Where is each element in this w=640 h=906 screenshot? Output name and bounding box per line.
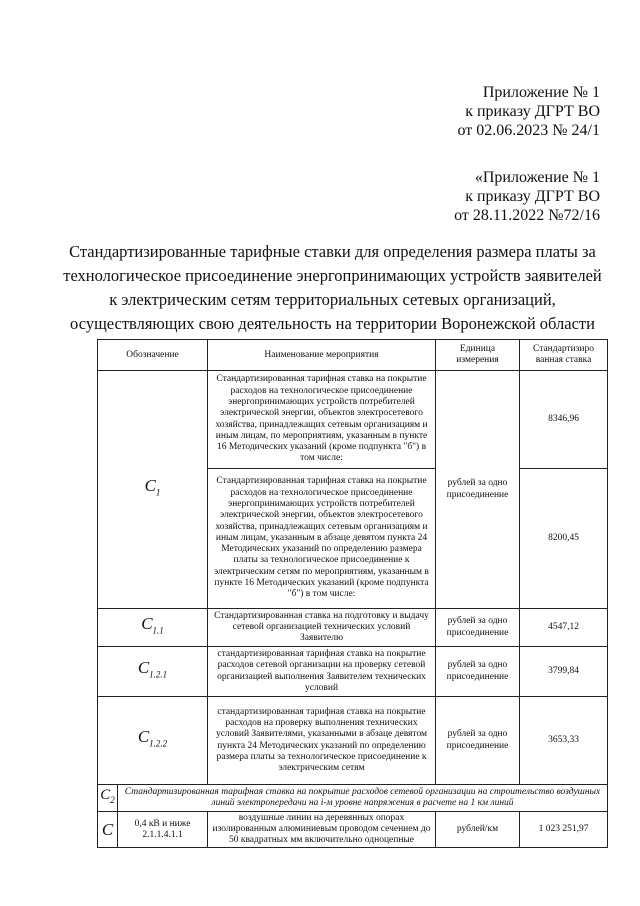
table-row — [98, 647, 608, 697]
rate-value: 8346,96 — [520, 371, 608, 469]
measure-name: Стандартизированная ставка на подготовку и выдачу сетевой организацией технических условий Заявителю — [208, 609, 436, 647]
symbol-c1-1: $C_{1.1}$ — [98, 609, 208, 647]
symbol-c2: $C_2$ — [98, 785, 118, 812]
table-row — [98, 785, 608, 812]
item-code: 2.1.1.4.1.1 — [142, 829, 183, 840]
rate-value: 3799,84 — [520, 647, 608, 697]
symbol-c: C — [98, 812, 118, 848]
symbol-c1-2-2: $C_{1.2.2}$ — [98, 697, 208, 785]
measure-unit: рублей за одно присоединение — [436, 697, 520, 785]
document-title — [60, 240, 605, 336]
measure-unit: рублей за одно присоединение — [436, 609, 520, 647]
measure-unit: рублей за одно присоединение — [436, 371, 520, 609]
symbol-c1-2-1: $C_{1.2.1}$ — [98, 647, 208, 697]
measure-name: стандартизированная тарифная ставка на покрытие расходов на проверку выполнения технических условий Заявителями, указанными в абзаце девятом пункта 24 Методических указаний по определению размера платы за технологическое присоединение к электрическим сетям — [208, 697, 436, 785]
title-line: к электрическим сетям территориальных сетевых организаций, — [109, 290, 556, 309]
order-reference: к приказу ДГРТ ВО — [465, 103, 600, 120]
measure-name: Стандартизированная тарифная ставка на покрытие расходов на технологическое присоединение энергопринимающих устройств потребителей электрической энергии, объектов электросетевого хозяйства, принадлежащих сетевым организациям и иным лицам, указанным в абзаце девятом пункта 24 Методических указаний по определению размера платы за технологическое присоединение к электрическим сетям по мероприятиям, указанным в пункте 16 Методических указаний (кроме подпункта "б") в том числе: — [208, 469, 436, 609]
table-row — [98, 371, 608, 469]
header-rate: Стандартизиро ванная ставка — [520, 340, 608, 371]
order-date: от 02.06.2023 № 24/1 — [457, 122, 600, 139]
title-line: технологическое присоединение энергопринимающих устройств заявителей — [63, 266, 602, 285]
order-reference: к приказу ДГРТ ВО — [465, 188, 600, 205]
header-designation: Обозначение — [98, 340, 208, 371]
header-name: Наименование мероприятия — [208, 340, 436, 371]
rate-value: 8200,45 — [520, 469, 608, 609]
rate-value: 3653,33 — [520, 697, 608, 785]
measure-unit: рублей/км — [436, 812, 520, 848]
header-unit: Единица измерения — [436, 340, 520, 371]
voltage-code — [118, 812, 208, 848]
measure-name: стандартизированная тарифная ставка на покрытие расходов сетевой организации на проверку сетевой организацией выполнения Заявителем технических условий — [208, 647, 436, 697]
rate-value: 4547,12 — [520, 609, 608, 647]
rate-value: 1 023 251,97 — [520, 812, 608, 848]
table-row — [98, 697, 608, 785]
title-line: Стандартизированные тарифные ставки для определения размера платы за — [69, 242, 596, 261]
tariff-table — [97, 339, 608, 848]
table-header-row — [98, 340, 608, 371]
title-line: осуществляющих свою деятельность на территории Воронежской области — [70, 314, 595, 333]
appendix-number: Приложение № 1 — [482, 84, 600, 101]
measure-unit: рублей за одно присоединение — [436, 647, 520, 697]
measure-name: Стандартизированная тарифная ставка на покрытие расходов на технологическое присоединение энергопринимающих устройств потребителей электрической энергии, объектов электросетевого хозяйства, принадлежащих сетевым организациям и иным лицам, по мероприятиям, указанным в пункте 16 Методических указаний (кроме подпункта "б") в том числе: — [208, 371, 436, 469]
order-date: от 28.11.2022 №72/16 — [454, 207, 600, 224]
symbol-c1: $C_1$ — [98, 371, 208, 609]
measure-name: воздушные линии на деревянных опорах изолированным алюминиевым проводом сечением до 50 квадратных мм включительно одноцепные — [208, 812, 436, 848]
appendix-header-current — [458, 83, 601, 140]
measure-name: Стандартизированная тарифная ставка на покрытие расходов сетевой организации на строительство воздушных линий электропередачи на i-м уровне напряжения в расчете на 1 км линий — [118, 785, 608, 812]
voltage-level: 0,4 кВ и ниже — [134, 818, 191, 829]
table-row — [98, 812, 608, 848]
appendix-header-previous — [454, 168, 600, 225]
appendix-number: «Приложение № 1 — [474, 169, 600, 186]
table-row — [98, 609, 608, 647]
